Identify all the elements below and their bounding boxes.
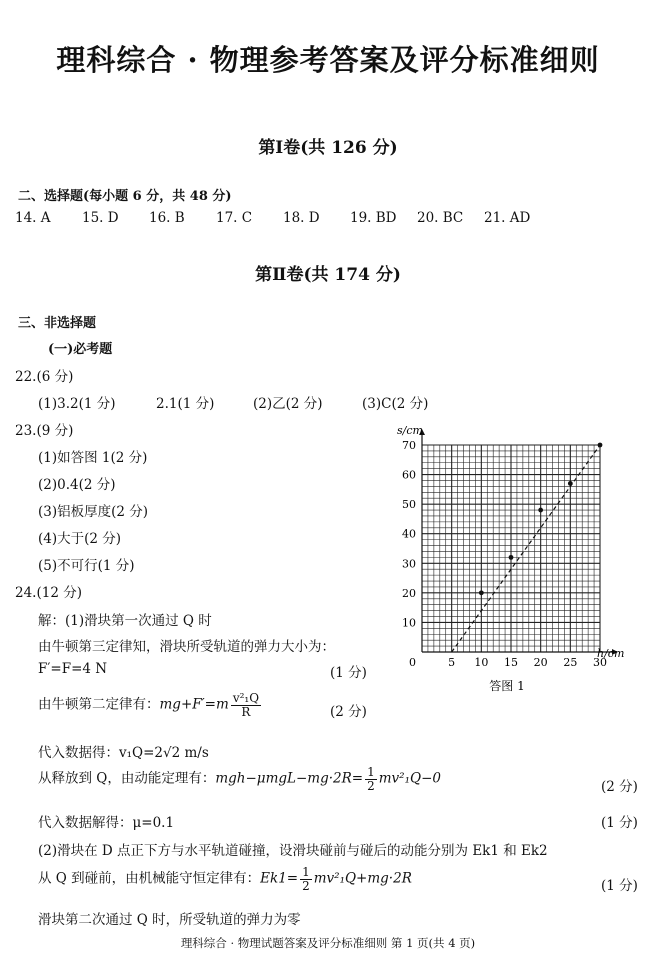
q24-line-9-prefix: 从 Q 到碰前，由机械能守恒定律有：	[38, 870, 261, 887]
mc-answer: 19. BD	[350, 210, 397, 226]
fraction	[231, 692, 261, 718]
q24-score-6: (2 分)	[601, 779, 638, 795]
y-tick-label: 20	[402, 586, 416, 600]
y-tick-label: 40	[402, 527, 416, 541]
y-tick-label: 60	[402, 468, 416, 482]
mc-answer: 15. D	[82, 210, 119, 226]
q24-line-1: 解：(1)滑块第一次通过 Q 时	[38, 613, 212, 629]
q24-score-7: (1 分)	[601, 815, 638, 831]
q24-line-8: (2)滑块在 D 点正下方与水平轨道碰撞，设滑块碰前与碰后的动能分别为 Ek1 和 Ek2	[38, 843, 548, 859]
mc-section-heading: 二、选择题(每小题 6 分，共 48 分)	[18, 189, 232, 204]
fraction-denominator: 2	[302, 878, 310, 893]
part2-heading: 第Ⅱ卷(共 174 分)	[255, 265, 401, 285]
q24-line-4-prefix: 由牛顿第二定律有：	[38, 696, 160, 713]
part1-heading: 第Ⅰ卷(共 126 分)	[258, 138, 398, 158]
q24-line-5: 代入数据得：v₁Q=2√2 m/s	[38, 745, 209, 761]
q24-line-9-equation-b: mv²₁Q+mg·2R	[313, 870, 412, 887]
q23-line: (1)如答图 1(2 分)	[38, 450, 148, 466]
x-axis-label: h/cm	[597, 647, 625, 660]
page-title: 理科综合 · 物理参考答案及评分标准细则	[56, 43, 600, 77]
fraction-denominator: 2	[367, 778, 375, 793]
q24-line-2: 由牛顿第三定律知，滑块所受轨道的弹力大小为：	[38, 639, 335, 655]
fraction	[365, 766, 377, 792]
y-tick-label: 30	[402, 557, 416, 571]
q22-answer: 2.1(1 分)	[156, 396, 215, 412]
mc-answer-row	[15, 210, 551, 226]
x-tick-label: 20	[533, 656, 548, 669]
q24-line-7: 代入数据解得：μ=0.1	[38, 815, 175, 831]
q23-line: (5)不可行(1 分)	[38, 558, 135, 574]
q23-line: (4)大于(2 分)	[38, 531, 122, 547]
data-point	[568, 481, 573, 486]
fraction-numerator: 1	[367, 765, 375, 779]
mc-answer: 21. AD	[484, 210, 531, 226]
y-tick-label: 10	[402, 616, 416, 630]
mc-answer: 16. B	[149, 210, 185, 226]
q23-line: (3)铝板厚度(2 分)	[38, 504, 149, 520]
q23-head: 23.(9 分)	[15, 423, 74, 439]
y-tick-label: 70	[402, 439, 416, 452]
y-axis-label: s/cm	[397, 424, 423, 437]
q24-head: 24.(12 分)	[15, 585, 82, 601]
data-point	[479, 590, 484, 595]
q22-head: 22.(6 分)	[15, 369, 74, 385]
q24-score-4: (2 分)	[330, 704, 367, 720]
chart-grid	[422, 445, 600, 652]
q24-line-10: 滑块第二次通过 Q 时，所受轨道的弹力为零	[38, 912, 301, 928]
page-footer: 理科综合 · 物理试题答案及评分标准细则 第 1 页(共 4 页)	[180, 936, 476, 950]
x-tick-label: 30	[593, 656, 607, 669]
fraction-numerator: v²₁Q	[232, 691, 260, 705]
q24-line-6	[38, 766, 441, 792]
graph-figure	[385, 420, 625, 705]
q24-line-6-prefix: 从释放到 Q，由动能定理有：	[38, 770, 216, 787]
required-section-heading: (一)必考题	[48, 342, 113, 357]
x-tick-label: 10	[474, 656, 489, 669]
mc-answer: 20. BC	[417, 210, 464, 226]
x-tick-label: 5	[448, 656, 456, 669]
data-point	[538, 508, 543, 513]
q24-score-9: (1 分)	[601, 878, 638, 894]
mc-answer: 18. D	[283, 210, 320, 226]
q24-score-3: (1 分)	[330, 665, 367, 681]
q23-line: (2)0.4(2 分)	[38, 477, 116, 493]
figure-caption: 答图 1	[489, 679, 525, 693]
q22-answer: (1)3.2(1 分)	[38, 396, 116, 412]
q22-answer: (2)乙(2 分)	[253, 396, 323, 412]
q24-line-4-equation: mg+F′=m	[159, 696, 229, 713]
nonmc-section-heading: 三、非选择题	[18, 316, 97, 331]
q24-line-4	[38, 692, 263, 718]
q24-line-3: F′=F=4 N	[38, 661, 108, 677]
chart-marks	[452, 443, 603, 652]
q24-line-6-equation-a: mgh−μmgL−mg·2R=	[215, 770, 364, 787]
q22-answer: (3)C(2 分)	[362, 396, 429, 412]
fraction-denominator: R	[241, 704, 251, 719]
q24-line-6-equation-b: mv²₁Q−0	[378, 770, 441, 787]
q24-line-9-equation-a: Ek1=	[260, 870, 299, 887]
x-tick-label: 15	[504, 656, 518, 669]
q24-line-9	[38, 866, 412, 892]
mc-answer: 14. A	[15, 210, 51, 226]
fraction	[300, 866, 312, 892]
fraction-numerator: 1	[302, 865, 310, 879]
data-point	[598, 443, 603, 448]
fit-line	[452, 445, 600, 652]
x-tick-label: 25	[563, 656, 578, 669]
data-point	[509, 555, 514, 560]
origin-label: 0	[409, 656, 416, 669]
y-tick-label: 50	[402, 498, 416, 512]
mc-answer: 17. C	[216, 210, 253, 226]
